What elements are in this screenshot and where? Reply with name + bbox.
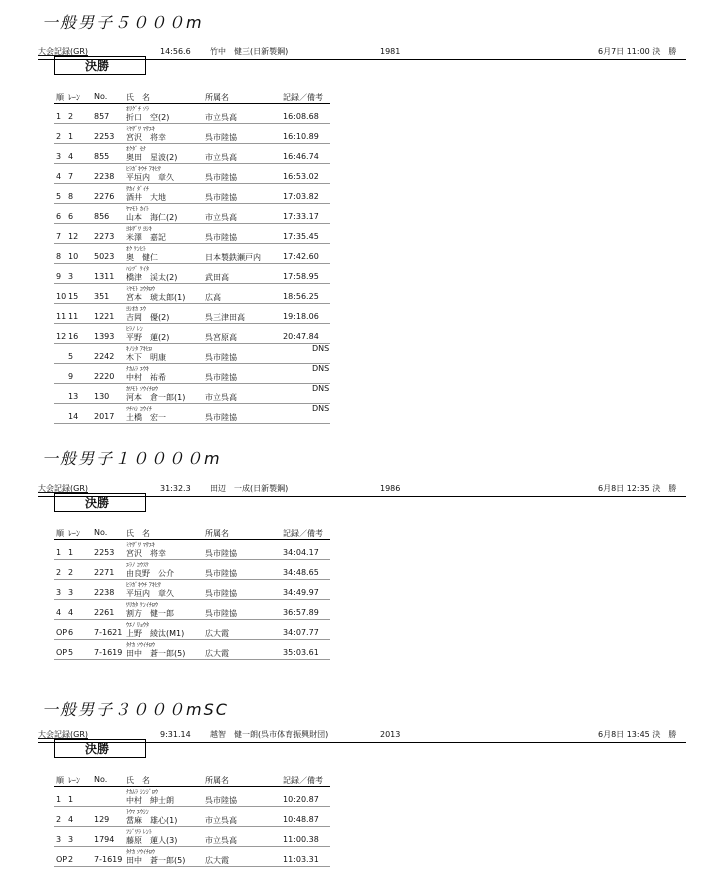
cell-name: 中村 紳士朗 bbox=[126, 796, 174, 805]
cell-name: 宮沢 将幸 bbox=[126, 133, 166, 142]
cell-lane: 6 bbox=[68, 628, 74, 637]
cell-no: 2017 bbox=[94, 412, 115, 421]
name-kana: ﾖﾈｻﾞﾜ ﾖｼｷ bbox=[126, 226, 152, 233]
header-no: No. bbox=[94, 775, 108, 784]
table-row bbox=[54, 204, 330, 224]
name-kana: ﾊｼﾂﾞ ｹｲﾀ bbox=[126, 266, 149, 273]
table-row bbox=[54, 560, 330, 580]
record-schedule: 6月7日 11:00 決 勝 bbox=[598, 47, 677, 56]
record-year: 2013 bbox=[380, 730, 401, 739]
cell-no: 7-1621 bbox=[94, 628, 123, 637]
cell-team: 市立呉高 bbox=[205, 393, 237, 402]
name-kana: ﾀﾅｶ ｿｳｲﾁﾛｳ bbox=[126, 849, 155, 856]
name-kana: ﾖｼｵｶ ﾕｳ bbox=[126, 306, 146, 313]
cell-record: 16:08.68 bbox=[283, 112, 319, 121]
cell-team: 広大霞 bbox=[205, 649, 229, 658]
cell-team: 広大霞 bbox=[205, 856, 229, 865]
cell-lane: 5 bbox=[68, 352, 74, 361]
table-row bbox=[54, 404, 330, 424]
cell-team: 呉市陸協 bbox=[205, 609, 237, 618]
cell-rank: 4 bbox=[56, 608, 62, 617]
cell-lane: 2 bbox=[68, 112, 74, 121]
table-row bbox=[54, 164, 330, 184]
results-table bbox=[54, 775, 330, 867]
table-row bbox=[54, 364, 330, 384]
phase-label: 決勝 bbox=[54, 56, 146, 75]
cell-record: 10:20.87 bbox=[283, 795, 319, 804]
table-row bbox=[54, 580, 330, 600]
name-kana: ｷﾉｼﾀ ｱｷﾋﾛ bbox=[126, 346, 152, 353]
cell-lane: 5 bbox=[68, 648, 74, 657]
table-header bbox=[54, 775, 330, 787]
table-row bbox=[54, 104, 330, 124]
name-kana: ﾋﾗｶﾞｷｳﾁ ｱｷﾋｻ bbox=[126, 582, 161, 589]
cell-lane: 10 bbox=[68, 252, 79, 261]
cell-team: 呉三津田高 bbox=[205, 313, 245, 322]
cell-name: 土橋 宏一 bbox=[126, 413, 166, 422]
cell-record: 35:03.61 bbox=[283, 648, 319, 657]
cell-record: 17:58.95 bbox=[283, 272, 319, 281]
cell-team: 市立呉高 bbox=[205, 213, 237, 222]
table-row bbox=[54, 184, 330, 204]
cell-no: 7-1619 bbox=[94, 855, 123, 864]
cell-no: 1221 bbox=[94, 312, 115, 321]
cell-rank: OP bbox=[56, 855, 68, 864]
cell-lane: 3 bbox=[68, 835, 74, 844]
table-row bbox=[54, 847, 330, 867]
header-lane: ﾚｰﾝ bbox=[68, 93, 80, 102]
header-record: 記録／備考 bbox=[283, 529, 323, 538]
header-team: 所属名 bbox=[205, 776, 229, 785]
table-row bbox=[54, 620, 330, 640]
cell-rank: 11 bbox=[56, 312, 67, 321]
cell-team: 呉市陸協 bbox=[205, 569, 237, 578]
cell-name: 平垣内 章久 bbox=[126, 589, 174, 598]
cell-record: 16:46.74 bbox=[283, 152, 319, 161]
results-table bbox=[54, 528, 330, 660]
table-row bbox=[54, 540, 330, 560]
name-kana: ｳｴﾉ ﾘｮｳﾀ bbox=[126, 622, 149, 629]
name-kana: ﾐﾔﾓﾄ ｺｳﾀﾛｳ bbox=[126, 286, 155, 293]
cell-name: 田中 蒼一郎(5) bbox=[126, 649, 186, 658]
cell-no: 2238 bbox=[94, 588, 115, 597]
cell-lane: 3 bbox=[68, 272, 74, 281]
cell-team: 呉宮原高 bbox=[205, 333, 237, 342]
cell-name: 木下 明康 bbox=[126, 353, 166, 362]
cell-no: 351 bbox=[94, 292, 110, 301]
cell-note: DNS bbox=[312, 404, 330, 413]
cell-rank: 2 bbox=[56, 815, 62, 824]
cell-rank: OP bbox=[56, 648, 68, 657]
cell-team: 呉市陸協 bbox=[205, 193, 237, 202]
cell-record: 17:03.82 bbox=[283, 192, 319, 201]
table-row bbox=[54, 224, 330, 244]
cell-name: 割方 健一郎 bbox=[126, 609, 174, 618]
header-record: 記録／備考 bbox=[283, 776, 323, 785]
cell-no: 2238 bbox=[94, 172, 115, 181]
header-lane: ﾚｰﾝ bbox=[68, 776, 80, 785]
cell-lane: 3 bbox=[68, 588, 74, 597]
name-kana: ｶﾜﾓﾄ ｿｳｲﾁﾛｳ bbox=[126, 386, 158, 393]
cell-record: 11:00.38 bbox=[283, 835, 319, 844]
cell-name: 當麻 雄心(1) bbox=[126, 816, 178, 825]
cell-no: 2253 bbox=[94, 548, 115, 557]
name-kana: ﾄｳﾏ ﾕｳｼﾝ bbox=[126, 809, 149, 816]
cell-lane: 1 bbox=[68, 548, 74, 557]
header-record: 記録／備考 bbox=[283, 93, 323, 102]
cell-name: 藤原 蓮人(3) bbox=[126, 836, 178, 845]
cell-name: 平野 蓮(2) bbox=[126, 333, 170, 342]
cell-name: 由良野 公介 bbox=[126, 569, 174, 578]
table-row bbox=[54, 144, 330, 164]
name-kana: ﾔﾏﾓﾄ ｶｲﾄ bbox=[126, 206, 149, 213]
cell-team: 呉市陸協 bbox=[205, 373, 237, 382]
name-kana: ｵｸﾀﾞ ｾﾅ bbox=[126, 146, 146, 153]
phase-label: 決勝 bbox=[54, 739, 146, 758]
header-no: No. bbox=[94, 92, 108, 101]
table-row bbox=[54, 344, 330, 364]
record-year: 1981 bbox=[380, 47, 401, 56]
record-label: 大会記録(GR) bbox=[38, 47, 88, 56]
header-no: No. bbox=[94, 528, 108, 537]
cell-rank: 8 bbox=[56, 252, 62, 261]
cell-no: 2242 bbox=[94, 352, 115, 361]
cell-no: 2276 bbox=[94, 192, 115, 201]
cell-rank: 7 bbox=[56, 232, 62, 241]
cell-record: 16:10.89 bbox=[283, 132, 319, 141]
cell-no: 129 bbox=[94, 815, 110, 824]
cell-record: 11:03.31 bbox=[283, 855, 319, 864]
cell-record: 18:56.25 bbox=[283, 292, 319, 301]
cell-no: 856 bbox=[94, 212, 110, 221]
header-rank: 順 bbox=[56, 776, 64, 785]
cell-name: 中村 祐希 bbox=[126, 373, 166, 382]
cell-lane: 2 bbox=[68, 568, 74, 577]
cell-lane: 13 bbox=[68, 392, 79, 401]
cell-lane: 6 bbox=[68, 212, 74, 221]
name-kana: ﾐﾔｻﾞﾜ ﾏｻﾕｷ bbox=[126, 126, 155, 133]
cell-note: DNS bbox=[312, 384, 330, 393]
cell-rank: OP bbox=[56, 628, 68, 637]
phase-label: 決勝 bbox=[54, 493, 146, 512]
cell-record: 17:35.45 bbox=[283, 232, 319, 241]
cell-lane: 15 bbox=[68, 292, 79, 301]
cell-rank: 2 bbox=[56, 132, 62, 141]
cell-name: 田中 蒼一郎(5) bbox=[126, 856, 186, 865]
name-kana: ﾌｼﾞﾜﾗ ﾚﾝﾄ bbox=[126, 829, 152, 836]
cell-no: 1311 bbox=[94, 272, 115, 281]
cell-no: 2261 bbox=[94, 608, 115, 617]
cell-name: 山本 海仁(2) bbox=[126, 213, 178, 222]
name-kana: ﾂﾁﾊｼ ｺｳｲﾁ bbox=[126, 406, 152, 413]
name-kana: ｵﾘｸﾞﾁ ｿﾗ bbox=[126, 106, 149, 113]
cell-team: 呉市陸協 bbox=[205, 233, 237, 242]
cell-lane: 8 bbox=[68, 192, 74, 201]
table-row bbox=[54, 284, 330, 304]
cell-lane: 9 bbox=[68, 372, 74, 381]
header-rank: 順 bbox=[56, 529, 64, 538]
cell-rank: 1 bbox=[56, 548, 62, 557]
cell-lane: 4 bbox=[68, 152, 74, 161]
cell-team: 市立呉高 bbox=[205, 153, 237, 162]
name-kana: ﾋﾗﾉ ﾚﾝ bbox=[126, 326, 143, 333]
table-row bbox=[54, 787, 330, 807]
cell-no: 7-1619 bbox=[94, 648, 123, 657]
header-name: 氏 名 bbox=[126, 93, 150, 102]
cell-team: 呉市陸協 bbox=[205, 589, 237, 598]
table-row bbox=[54, 304, 330, 324]
table-row bbox=[54, 124, 330, 144]
cell-no: 1794 bbox=[94, 835, 115, 844]
table-row bbox=[54, 264, 330, 284]
table-row bbox=[54, 384, 330, 404]
results-table bbox=[54, 92, 330, 424]
cell-team: 呉市陸協 bbox=[205, 133, 237, 142]
cell-name: 奥田 星波(2) bbox=[126, 153, 178, 162]
cell-lane: 16 bbox=[68, 332, 79, 341]
record-holder: 竹中 健三(日新製鋼) bbox=[210, 47, 289, 56]
cell-rank: 2 bbox=[56, 568, 62, 577]
cell-team: 呉市陸協 bbox=[205, 413, 237, 422]
cell-lane: 12 bbox=[68, 232, 79, 241]
cell-rank: 3 bbox=[56, 588, 62, 597]
cell-rank: 6 bbox=[56, 212, 62, 221]
header-rank: 順 bbox=[56, 93, 64, 102]
cell-name: 宮本 琥太郎(1) bbox=[126, 293, 186, 302]
header-lane: ﾚｰﾝ bbox=[68, 529, 80, 538]
cell-record: 17:42.60 bbox=[283, 252, 319, 261]
cell-lane: 7 bbox=[68, 172, 74, 181]
record-holder: 越智 健一朗(呉市体育振興財団) bbox=[210, 730, 329, 739]
cell-name: 吉岡 優(2) bbox=[126, 313, 170, 322]
name-kana: ｻｶｲ ﾀﾞｲﾁ bbox=[126, 186, 149, 193]
cell-team: 市立呉高 bbox=[205, 113, 237, 122]
cell-no: 5023 bbox=[94, 252, 115, 261]
cell-team: 呉市陸協 bbox=[205, 353, 237, 362]
record-time: 9:31.14 bbox=[160, 730, 191, 739]
name-kana: ﾀﾅｶ ｿｳｲﾁﾛｳ bbox=[126, 642, 155, 649]
cell-no: 2271 bbox=[94, 568, 115, 577]
cell-name: 上野 綾汰(M1) bbox=[126, 629, 185, 638]
table-row bbox=[54, 600, 330, 620]
cell-team: 呉市陸協 bbox=[205, 549, 237, 558]
cell-team: 日本製鉄瀬戸内 bbox=[205, 253, 261, 262]
table-header bbox=[54, 92, 330, 104]
cell-no: 130 bbox=[94, 392, 110, 401]
cell-lane: 2 bbox=[68, 855, 74, 864]
cell-name: 平垣内 章久 bbox=[126, 173, 174, 182]
record-label: 大会記録(GR) bbox=[38, 730, 88, 739]
cell-lane: 1 bbox=[68, 795, 74, 804]
cell-rank: 4 bbox=[56, 172, 62, 181]
cell-lane: 11 bbox=[68, 312, 79, 321]
name-kana: ﾐﾔｻﾞﾜ ﾏｻﾕｷ bbox=[126, 542, 155, 549]
record-time: 14:56.6 bbox=[160, 47, 191, 56]
cell-name: 米澤 嘉記 bbox=[126, 233, 166, 242]
cell-team: 広大霞 bbox=[205, 629, 229, 638]
header-name: 氏 名 bbox=[126, 529, 150, 538]
record-time: 31:32.3 bbox=[160, 484, 191, 493]
cell-rank: 12 bbox=[56, 332, 67, 341]
record-label: 大会記録(GR) bbox=[38, 484, 88, 493]
cell-name: 奥 健仁 bbox=[126, 253, 158, 262]
cell-record: 34:07.77 bbox=[283, 628, 319, 637]
cell-team: 広高 bbox=[205, 293, 221, 302]
cell-record: 34:04.17 bbox=[283, 548, 319, 557]
cell-record: 16:53.02 bbox=[283, 172, 319, 181]
event-title: 一般男子５０００m bbox=[42, 13, 204, 32]
cell-no: 855 bbox=[94, 152, 110, 161]
record-schedule: 6月8日 12:35 決 勝 bbox=[598, 484, 677, 493]
record-schedule: 6月8日 13:45 決 勝 bbox=[598, 730, 677, 739]
table-row bbox=[54, 807, 330, 827]
cell-rank: 10 bbox=[56, 292, 67, 301]
cell-rank: 5 bbox=[56, 192, 62, 201]
header-name: 氏 名 bbox=[126, 776, 150, 785]
table-row bbox=[54, 324, 330, 344]
cell-no: 1393 bbox=[94, 332, 115, 341]
name-kana: ﾜﾘｶﾀ ｹﾝｲﾁﾛｳ bbox=[126, 602, 158, 609]
name-kana: ｵｸ ｹﾝﾋﾄ bbox=[126, 246, 146, 253]
cell-no: 857 bbox=[94, 112, 110, 121]
name-kana: ﾅｶﾑﾗ ﾕｳｷ bbox=[126, 366, 149, 373]
cell-no: 2220 bbox=[94, 372, 115, 381]
table-row bbox=[54, 640, 330, 660]
cell-rank: 1 bbox=[56, 795, 62, 804]
table-row bbox=[54, 827, 330, 847]
cell-name: 橋津 渓太(2) bbox=[126, 273, 178, 282]
name-kana: ﾋﾗｶﾞｷｳﾁ ｱｷﾋｻ bbox=[126, 166, 161, 173]
header-team: 所属名 bbox=[205, 529, 229, 538]
cell-no: 2273 bbox=[94, 232, 115, 241]
cell-record: 36:57.89 bbox=[283, 608, 319, 617]
event-title: 一般男子３０００mSC bbox=[42, 700, 229, 719]
event-title: 一般男子１００００m bbox=[42, 449, 222, 468]
table-header bbox=[54, 528, 330, 540]
cell-record: 19:18.06 bbox=[283, 312, 319, 321]
name-kana: ﾅｶﾑﾗ ｼﾝｼﾞﾛｳ bbox=[126, 789, 158, 796]
cell-name: 酒井 大地 bbox=[126, 193, 166, 202]
cell-lane: 4 bbox=[68, 815, 74, 824]
cell-rank: 3 bbox=[56, 835, 62, 844]
cell-team: 呉市陸協 bbox=[205, 173, 237, 182]
record-holder: 田辺 一成(日新製鋼) bbox=[210, 484, 289, 493]
cell-team: 呉市陸協 bbox=[205, 796, 237, 805]
cell-lane: 4 bbox=[68, 608, 74, 617]
cell-team: 市立呉高 bbox=[205, 836, 237, 845]
cell-no: 2253 bbox=[94, 132, 115, 141]
cell-rank: 3 bbox=[56, 152, 62, 161]
table-row bbox=[54, 244, 330, 264]
cell-rank: 9 bbox=[56, 272, 62, 281]
cell-lane: 14 bbox=[68, 412, 79, 421]
cell-note: DNS bbox=[312, 344, 330, 353]
cell-name: 宮沢 将幸 bbox=[126, 549, 166, 558]
cell-team: 市立呉高 bbox=[205, 816, 237, 825]
name-kana: ﾕﾗﾉ ｺｳｽｹ bbox=[126, 562, 149, 569]
cell-lane: 1 bbox=[68, 132, 74, 141]
cell-name: 河本 倉一郎(1) bbox=[126, 393, 186, 402]
cell-record: 20:47.84 bbox=[283, 332, 319, 341]
cell-record: 10:48.87 bbox=[283, 815, 319, 824]
record-year: 1986 bbox=[380, 484, 401, 493]
cell-record: 34:48.65 bbox=[283, 568, 319, 577]
cell-team: 武田高 bbox=[205, 273, 229, 282]
cell-name: 折口 空(2) bbox=[126, 113, 170, 122]
cell-note: DNS bbox=[312, 364, 330, 373]
cell-record: 34:49.97 bbox=[283, 588, 319, 597]
cell-rank: 1 bbox=[56, 112, 62, 121]
header-team: 所属名 bbox=[205, 93, 229, 102]
cell-record: 17:33.17 bbox=[283, 212, 319, 221]
